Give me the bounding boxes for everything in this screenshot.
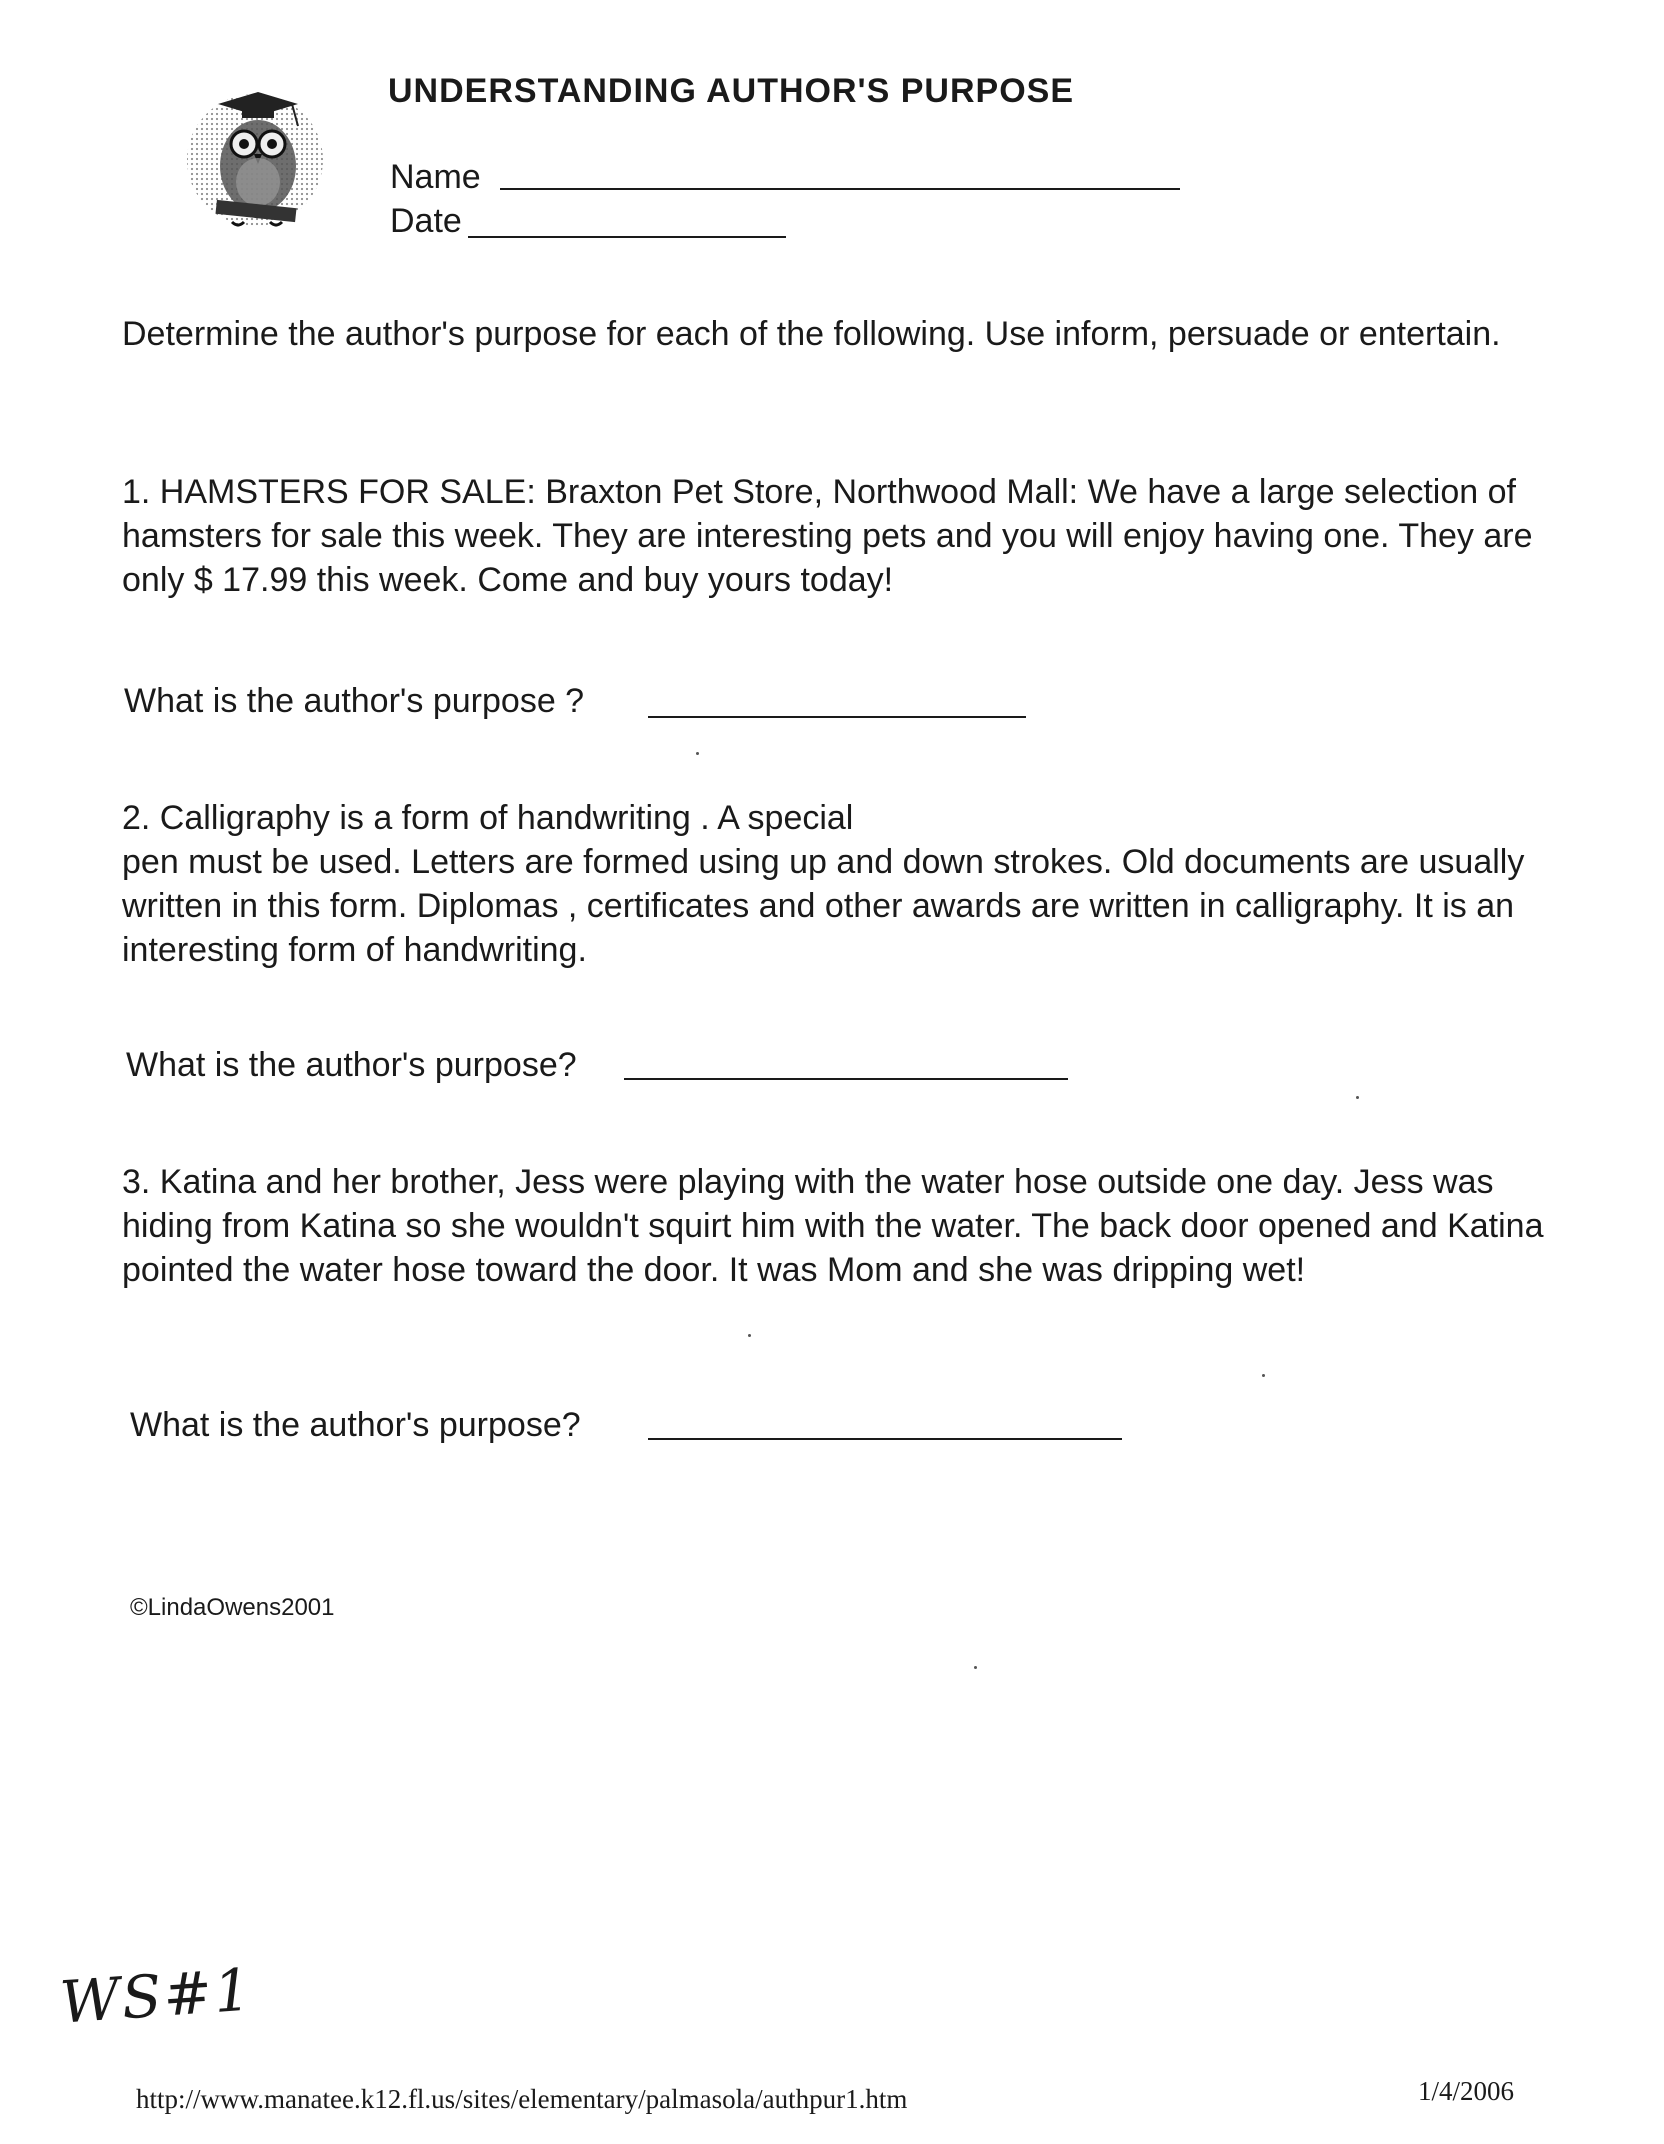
name-field[interactable]	[500, 188, 1180, 190]
scan-speck	[696, 752, 699, 755]
scan-speck	[974, 1666, 977, 1669]
scan-speck	[1356, 1096, 1359, 1099]
footer-url: http://www.manatee.k12.fl.us/sites/elementary/palmasola/authpur1.htm	[136, 2084, 908, 2114]
instructions-text: Determine the author's purpose for each of the following. Use inform, persuade or entertain.	[122, 315, 1501, 353]
footer-date: 1/4/2006	[1418, 2076, 1515, 2106]
item-3-text: 3. Katina and her brother, Jess were playing with the water hose outside one day. Jess was hiding from Katina so she wouldn't squirt him with the water. The back door opened and Katina pointed the water hose toward the door. It was Mom and she was dripping wet!	[122, 1163, 1544, 1289]
copyright-text: ©LindaOwens2001	[130, 1594, 335, 1621]
owl-graduate-icon	[180, 82, 330, 232]
handwritten-note: WS#1	[57, 1955, 255, 2037]
item-1-answer-field[interactable]	[648, 716, 1026, 718]
item-2-question: What is the author's purpose?	[126, 1046, 577, 1084]
scan-speck	[1262, 1374, 1265, 1377]
date-label: Date	[390, 202, 462, 240]
page-title: UNDERSTANDING AUTHOR'S PURPOSE	[388, 72, 1075, 110]
item-3-answer-field[interactable]	[648, 1438, 1122, 1440]
date-field[interactable]	[468, 236, 786, 238]
item-1-question: What is the author's purpose ?	[124, 682, 585, 720]
item-2-text-line1: 2. Calligraphy is a form of handwriting . A special	[122, 799, 854, 837]
scan-speck	[748, 1334, 751, 1337]
item-1-text: 1. HAMSTERS FOR SALE: Braxton Pet Store, Northwood Mall: We have a large selection of hamsters for sale this week. They are interesting pets and you will enjoy having one. They are only $ 17.99 this week. Come and buy yours today!	[122, 473, 1533, 599]
name-label: Name	[390, 158, 481, 196]
item-2-answer-field[interactable]	[624, 1078, 1068, 1080]
item-2-text-rest: pen must be used. Letters are formed using up and down strokes. Old documents are usually written in this form. Diplomas , certificates and other awards are written in calligraphy. It is an interesting form of handwriting.	[122, 843, 1525, 969]
item-3-question: What is the author's purpose?	[130, 1406, 581, 1444]
